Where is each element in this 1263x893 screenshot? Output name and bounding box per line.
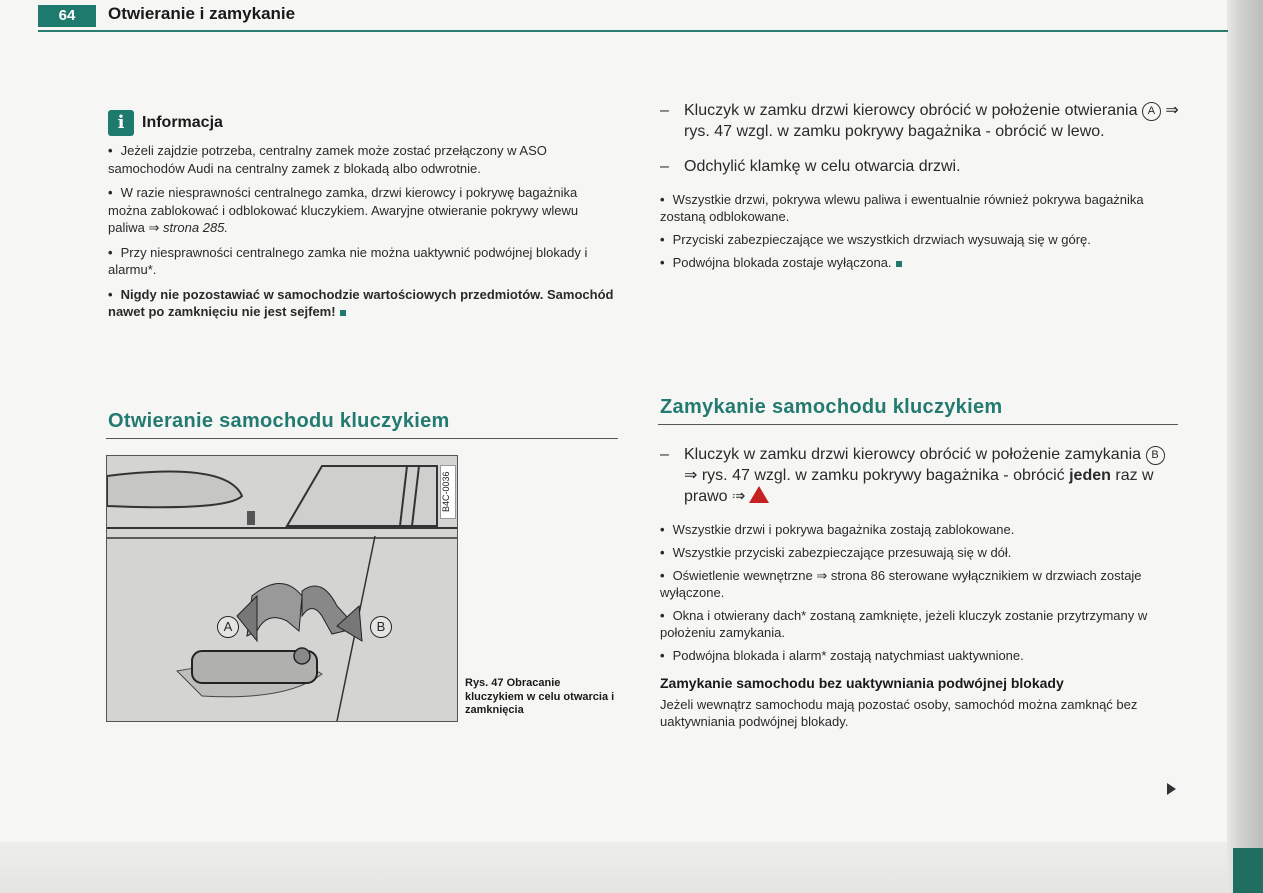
open-result-item: • Podwójna blokada zostaje wyłączona. xyxy=(660,254,1180,271)
final-paragraph: Jeżeli wewnątrz samochodu mają pozostać osoby, samochód można zamknąć bez uaktywniania podwójnej blokady. xyxy=(660,697,1138,729)
subsection-heading: Zamykanie samochodu bez uaktywniania podwójnej blokady xyxy=(660,675,1064,691)
info-item: • W razie niesprawności centralnego zamka, drzwi kierowcy i pokrywę bagażnika można zablokować i odblokować kluczykiem. Awaryjne otwieranie pokrywy wlewu paliwa ⇒ strona 285. xyxy=(108,185,579,235)
figure-key-rotation xyxy=(106,455,458,722)
figure-caption: Rys. 47 Obracanie kluczykiem w celu otwarcia i zamknięcia xyxy=(465,677,615,716)
bullet-icon: • xyxy=(660,255,665,270)
info-item-warning: • Nigdy nie pozostawiać w samochodzie wartościowych przedmiotów. Samochód nawet po zamknięciu nie jest sejfem! xyxy=(108,286,614,319)
position-b-icon: B xyxy=(1146,446,1165,465)
open-step-1: – Kluczyk w zamku drzwi kierowcy obrócić w położenie otwierania A ⇒ rys. 47 wzgl. w zamku pokrywy bagażnika - obrócić w lewo. xyxy=(660,102,1179,140)
close-result-item: • Oświetlenie wewnętrzne ⇒ strona 86 sterowane wyłącznikiem w drzwiach zostaje wyłączone. xyxy=(660,568,1142,600)
close-result-item: • Podwójna blokada i alarm* zostają natychmiast uaktywnione. xyxy=(660,648,1024,663)
info-item: • Jeżeli zajdzie potrzeba, centralny zamek może zostać przełączony w ASO samochodów Audi na centralny zamek z blokadą albo odwrotnie. xyxy=(108,143,547,176)
figure-label-a: A xyxy=(217,616,239,638)
bullet-icon: • xyxy=(108,244,113,260)
bullet-icon: • xyxy=(108,286,113,302)
open-result-item: • Wszystkie drzwi, pokrywa wlewu paliwa i ewentualnie również pokrywa bagażnika zostaną odblokowane. xyxy=(660,192,1144,224)
page-edge-tab xyxy=(1233,848,1263,893)
page-reference-link[interactable]: strona 285. xyxy=(162,220,229,235)
closing-content xyxy=(660,444,1180,736)
bullet-icon: • xyxy=(660,522,665,537)
close-result-item: • Wszystkie przyciski zabezpieczające przesuwają się w dół. xyxy=(660,545,1012,560)
bullet-icon: • xyxy=(660,608,665,623)
end-of-section-icon xyxy=(896,261,902,267)
info-header xyxy=(108,110,618,136)
end-of-section-icon xyxy=(340,310,346,316)
figure-label-b: B xyxy=(370,616,392,638)
page-bottom-band xyxy=(0,842,1227,893)
page-title: Otwieranie i zamykanie xyxy=(108,4,296,23)
right-column xyxy=(660,100,1180,277)
info-title: Informacja xyxy=(142,114,223,131)
bullet-icon: • xyxy=(660,192,665,207)
info-box xyxy=(108,110,618,328)
close-result-item: • Okna i otwierany dach* zostaną zamknięte, jeżeli kluczyk zostanie przytrzymany w położeniu zamykania. xyxy=(660,608,1148,640)
section-title-closing: Zamykanie samochodu kluczykiem xyxy=(660,396,1003,418)
bullet-icon: • xyxy=(108,143,113,158)
info-item: • Przy niesprawności centralnego zamka nie można uaktywnić podwójnej blokady i alarmu*. xyxy=(108,244,588,277)
open-step-2: – Odchylić klamkę w celu otwarcia drzwi. xyxy=(660,158,961,175)
figure-code: B4C-0036 xyxy=(440,465,456,519)
bullet-icon: • xyxy=(660,545,665,560)
bullet-icon: • xyxy=(108,185,113,200)
section-title-opening: Otwieranie samochodu kluczykiem xyxy=(108,410,450,432)
section-rule xyxy=(106,438,618,439)
close-result-item: • Wszystkie drzwi i pokrywa bagażnika zostają zablokowane. xyxy=(660,522,1015,537)
info-icon: i xyxy=(108,110,134,136)
bullet-icon: • xyxy=(660,232,665,247)
page-edge-shadow xyxy=(1227,0,1263,893)
close-step-1: – Kluczyk w zamku drzwi kierowcy obrócić w położenie zamykania B ⇒ rys. 47 wzgl. w zamku pokrywy bagażnika - obrócić jeden raz w prawo ⇒! xyxy=(660,444,1180,507)
bullet-icon: • xyxy=(660,648,665,663)
header-rule xyxy=(38,30,1228,32)
next-page-arrow-icon xyxy=(1167,783,1176,795)
section-rule xyxy=(658,424,1178,425)
warning-icon[interactable] xyxy=(749,486,769,503)
position-a-icon: A xyxy=(1142,102,1161,121)
open-result-item: • Przyciski zabezpieczające we wszystkich drzwiach wysuwają się w górę. xyxy=(660,232,1091,247)
page-number: 64 xyxy=(38,5,96,27)
figure-illustration xyxy=(107,456,457,721)
bullet-icon: • xyxy=(660,568,665,583)
